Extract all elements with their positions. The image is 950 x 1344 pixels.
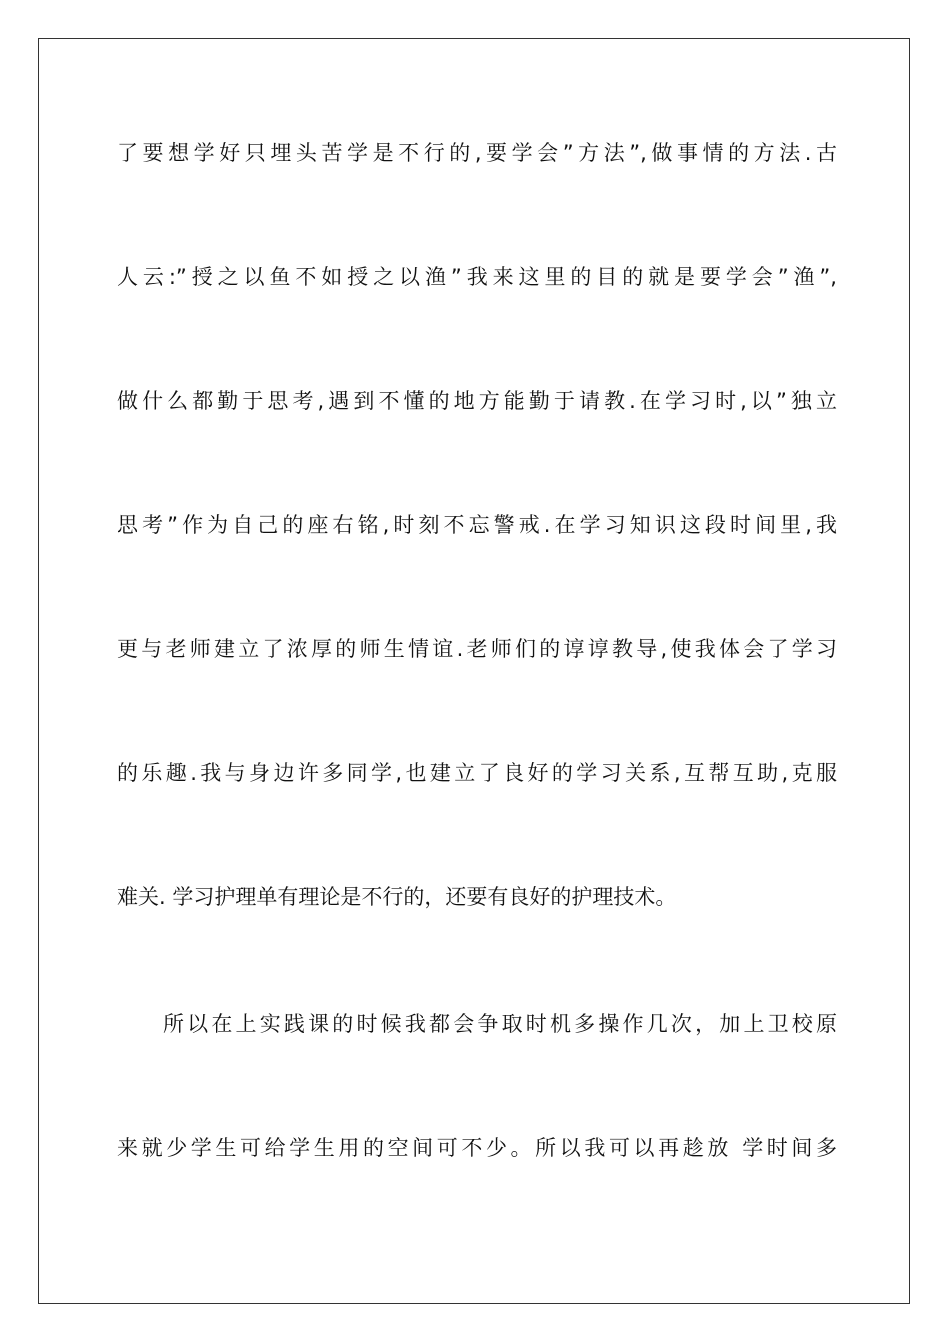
- text-line-7: 难关. 学习护理单有理论是不行的，还要有良好的护理技术。: [117, 885, 677, 909]
- text-line-2: 人云:”授之以鱼不如授之以渔”我来这里的目的就是要学会”渔”,: [117, 265, 837, 289]
- text-line-3: 做什么都勤于思考,遇到不懂的地方能勤于请教.在学习时,以”独立: [117, 389, 837, 413]
- text-line-6: 的乐趣.我与身边许多同学,也建立了良好的学习关系,互帮互助,克服: [117, 761, 837, 785]
- text-line-5: 更与老师建立了浓厚的师生情谊.老师们的谆谆教导,使我体会了学习: [117, 637, 837, 661]
- text-line-9: 来就少学生可给学生用的空间可不少。所以我可以再趁放 学时间多: [117, 1136, 837, 1160]
- text-line-4: 思考”作为自己的座右铭,时刻不忘警戒.在学习知识这段时间里,我: [117, 513, 837, 537]
- text-line-1: 了要想学好只埋头苦学是不行的,要学会”方法”,做事情的方法.古: [117, 141, 837, 165]
- page-border: [38, 38, 910, 1304]
- text-line-8-paragraph-start: 所以在上实践课的时候我都会争取时机多操作几次，加上卫校原: [163, 1012, 837, 1036]
